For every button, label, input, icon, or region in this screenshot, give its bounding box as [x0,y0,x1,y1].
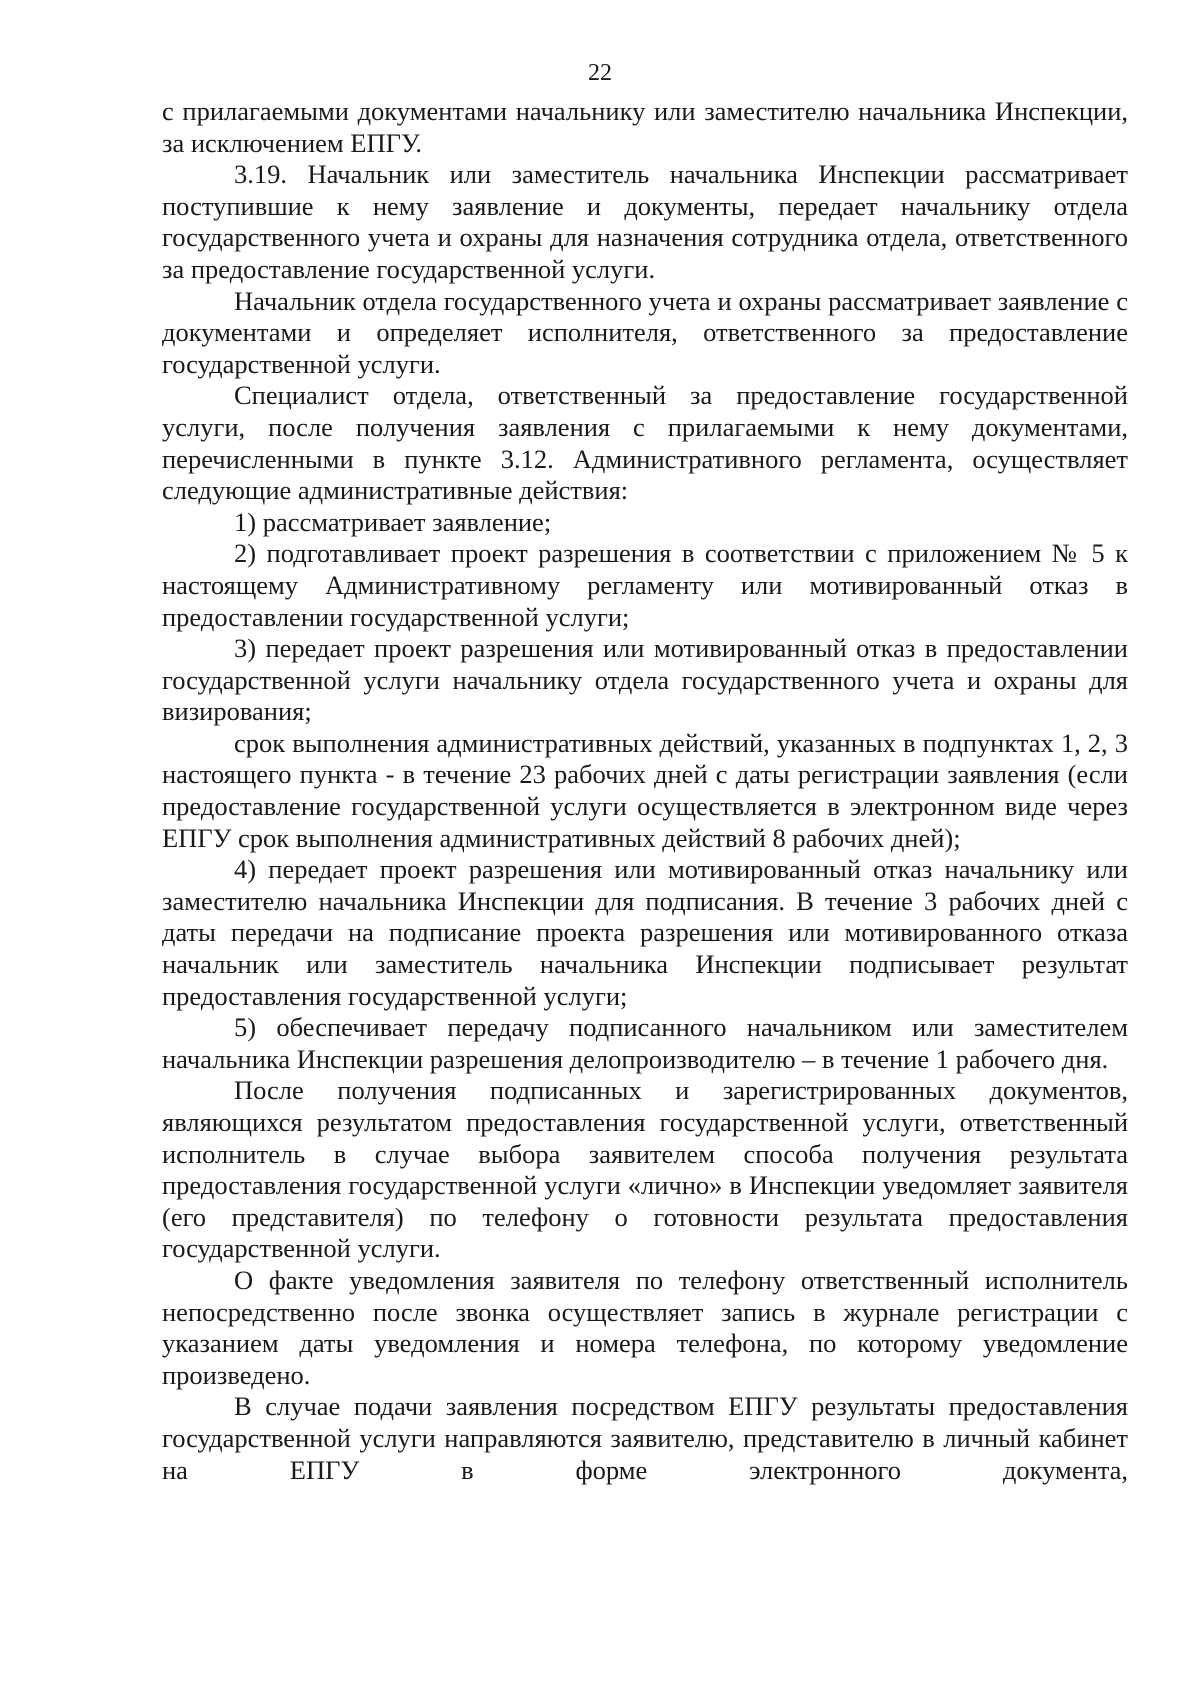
paragraph-deadline: срок выполнения административных действий, указанных в подпунктах 1, 2, 3 настоящего пункта - в течение 23 рабочих дней с даты регистрации заявления (если предоставление государственной услуги осуществляется в электронном виде через ЕПГУ срок выполнения административных действий 8 рабочих дней); [162,727,1128,853]
list-item-3: 3) передает проект разрешения или мотивированный отказ в предоставлении государственной услуги начальнику отдела государственного учета и охраны для визирования; [162,633,1128,727]
paragraph-phone-record: О факте уведомления заявителя по телефону ответственный исполнитель непосредственно после звонка осуществляет запись в журнале регистрации с указанием даты уведомления и номера телефона, по которому уведомление произведено. [162,1264,1128,1390]
paragraph-epgu-result: В случае подачи заявления посредством ЕПГУ результаты предоставления государственной услуги направляются заявителю, представителю в личный кабинет на ЕПГУ в форме электронного документа, [162,1391,1128,1485]
paragraph-notification: После получения подписанных и зарегистрированных документов, являющихся результатом предоставления государственной услуги, ответственный исполнитель в случае выбора заявителем способа получения результата предоставления государственной услуги «лично» в Инспекции уведомляет заявителя (его представителя) по телефону о готовности результата предоставления государственной услуги. [162,1075,1128,1264]
list-item-5: 5) обеспечивает передачу подписанного начальником или заместителем начальника Инспекции разрешения делопроизводителю – в течение 1 рабочего дня. [162,1012,1128,1074]
list-item-1: 1) рассматривает заявление; [234,506,552,537]
list-item-2: 2) подготавливает проект разрешения в соответствии с приложением № 5 к настоящему Административному регламенту или мотивированный отказ в предоставлении государственной услуги; [162,538,1128,632]
paragraph-specialist: Специалист отдела, ответственный за предоставление государственной услуги, после получения заявления с прилагаемыми к нему документами, перечисленными в пункте 3.12. Административного регламента, осуществляет следующие административные действия: [162,380,1128,506]
list-item-4: 4) передает проект разрешения или мотивированный отказ начальнику или заместителю начальника Инспекции для подписания. В течение 3 рабочих дней с даты передачи на подписание проекта разрешения или мотивированного отказа начальник или заместитель начальника Инспекции подписывает результат предоставления государственной услуги; [162,854,1128,1011]
page-number: 22 [588,60,612,86]
paragraph-head-of-department: Начальник отдела государственного учета и охраны рассматривает заявление с документами и определяет исполнителя, ответственного за предоставление государственной услуги. [162,285,1128,379]
paragraph-continuation: с прилагаемыми документами начальнику или заместителю начальника Инспекции, за исключением ЕПГУ. [162,96,1128,158]
paragraph-3-19: 3.19. Начальник или заместитель начальника Инспекции рассматривает поступившие к нему заявление и документы, передает начальнику отдела государственного учета и охраны для назначения сотрудника отдела, ответственного за предоставление государственной услуги. [162,159,1128,284]
document-body [162,96,1128,1486]
